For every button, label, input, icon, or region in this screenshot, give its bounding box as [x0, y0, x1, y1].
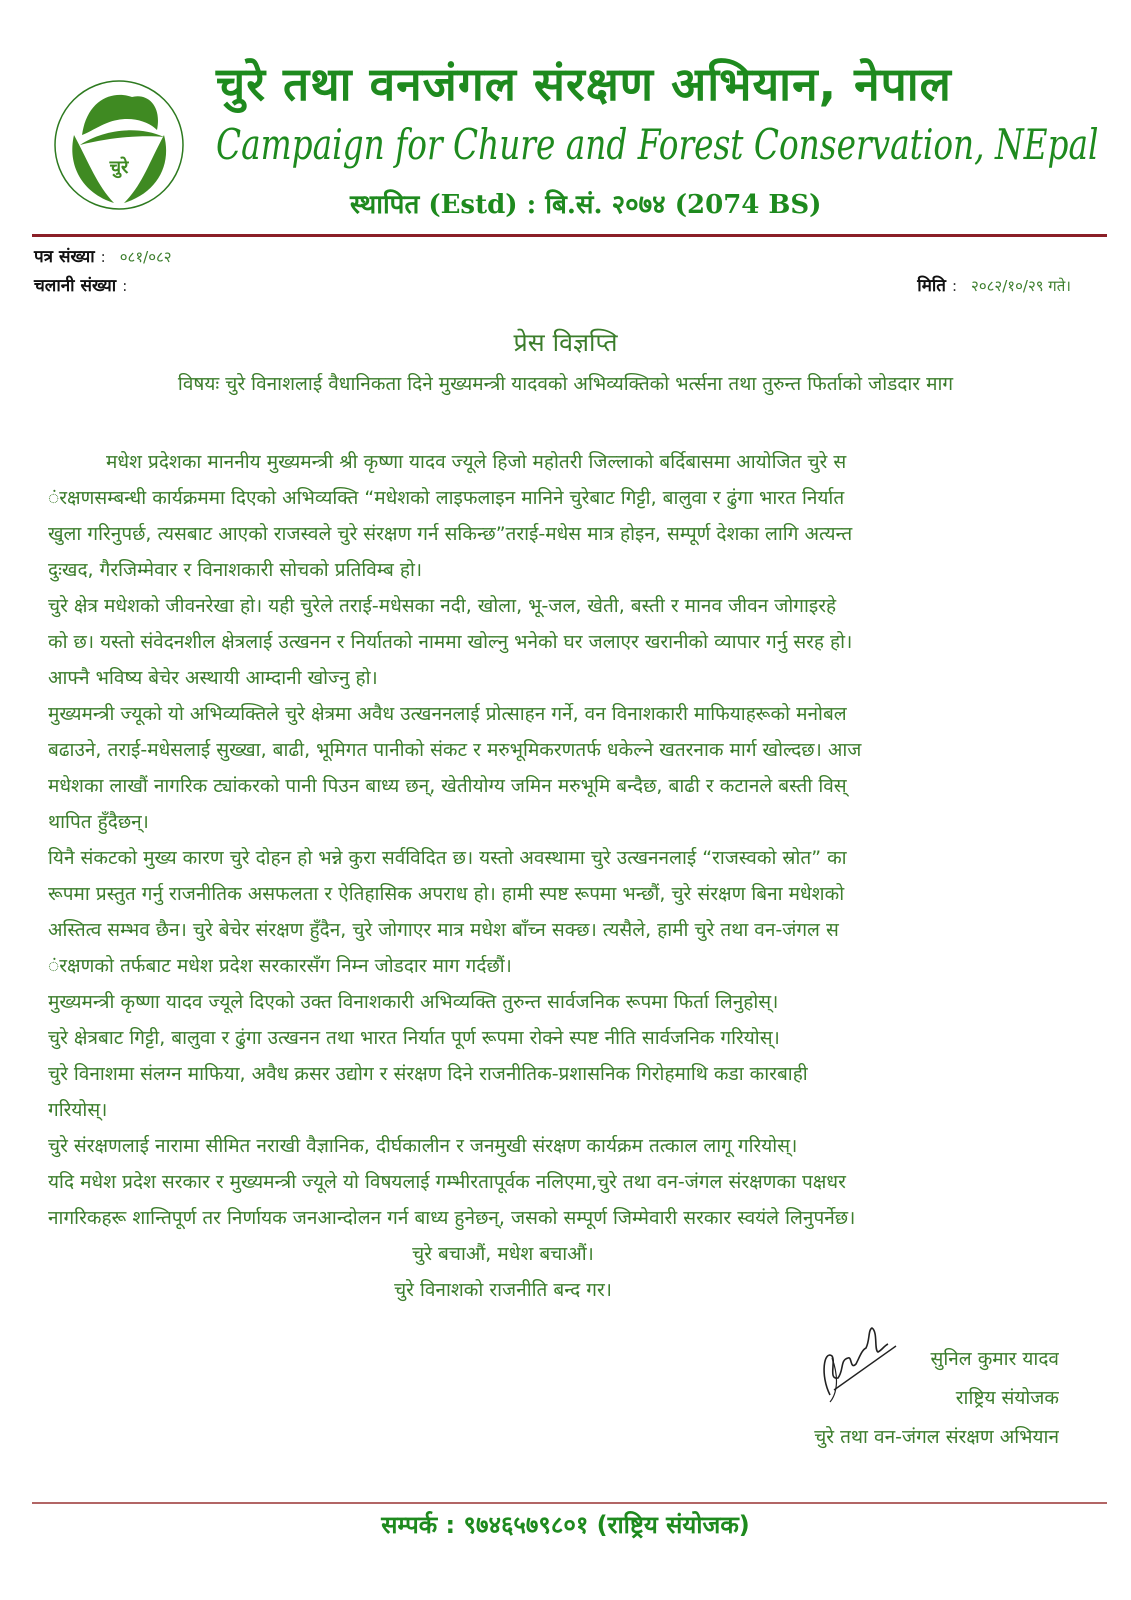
body-line: खुला गरिनुपर्छ, त्यसबाट आएको राजस्वले चुरे संरक्षण गर्न सकिन्छ”तराई-मधेस मात्र होइन, सम्पूर्ण देशका लागि अत्यन्त [48, 523, 853, 545]
body-line: रूपमा प्रस्तुत गर्नु राजनीतिक असफलता र ऐतिहासिक अपराध हो। हामी स्पष्ट रूपमा भन्छौं, चुरे संरक्षण बिना मधेशको [48, 883, 845, 905]
separator: : [122, 277, 128, 295]
body-line: यदि मधेश प्रदेश सरकार र मुख्यमन्त्री ज्यूले यो विषयलाई गम्भीरतापूर्वक नलिएमा,चुरे तथा वन-जंगल संरक्षणका पक्षधर [48, 1171, 846, 1193]
body-line: बढाउने, तराई-मधेसलाई सुख्खा, बाढी, भूमिगत पानीको संकट र मरुभूमिकरणतर्फ धकेल्ने खतरनाक मार्ग खोल्दछ। आज [48, 739, 862, 761]
date-value: २०८२/१०/२९ गते। [971, 277, 1071, 295]
body-line: आफ्नै भविष्य बेचेर अस्थायी आम्दानी खोज्नु हो। [48, 667, 378, 689]
signatory-title: राष्ट्रिय संयोजक [955, 1387, 1059, 1409]
date-label: मिति [917, 276, 946, 296]
body-line: मुख्यमन्त्री ज्यूको यो अभिव्यक्तिले चुरे क्षेत्रमा अवैध उत्खननलाई प्रोत्साहन गर्ने, वन विनाशकारी माफियाहरूको मनोबल [48, 703, 847, 725]
letter-number-value: ०८१/०८२ [119, 248, 172, 266]
contact-info: सम्पर्क : ९७४६५७९८०१ (राष्ट्रिय संयोजक) [381, 1511, 750, 1539]
demand-item: चुरे संरक्षणलाई नारामा सीमित नराखी वैज्ञानिक, दीर्घकालीन र जनमुखी संरक्षण कार्यक्रम तत्काल लागू गरियोस्। [48, 1135, 798, 1157]
dispatch-number [34, 273, 141, 296]
body-line: ंरक्षणसम्बन्धी कार्यक्रममा दिएको अभिव्यक्ति “मधेशको लाइफलाइन मानिने चुरेबाट गिट्टी, बालुवा र ढुंगा भारत निर्यात [48, 487, 845, 509]
body-line: अस्तित्व सम्भव छैन। चुरे बेचेर संरक्षण हुँदैन, चुरे जोगाएर मात्र मधेश बाँच्न सक्छ। त्यसैले, हामी चुरे तथा वन-जंगल स [48, 919, 839, 941]
organization-title-nepali: चुरे तथा वनजंगल संरक्षण अभियान, नेपाल [216, 57, 952, 111]
body-line: थापित हुँदैछन्। [48, 811, 149, 833]
document-subject: विषयः चुरे विनाशलाई वैधानिकता दिने मुख्यमन्त्री यादवको अभिव्यक्तिको भर्त्सना तथा तुरुन्त फिर्ताको जोडदार माग [177, 373, 954, 395]
body-line: को छ। यस्तो संवेदनशील क्षेत्रलाई उत्खनन र निर्यातको नाममा खोल्नु भनेको घर जलाएर खरानीको व्यापार गर्नु सरह हो। [48, 631, 853, 653]
organization-title-english: Campaign for Chure and Forest Conservation, NEpal [216, 120, 1099, 169]
press-release-body [48, 444, 1088, 1308]
signatory-organization: चुरे तथा वन-जंगल संरक्षण अभियान [814, 1426, 1059, 1448]
body-line: मधेशका लाखौं नागरिक ट्यांकरको पानी पिउन बाध्य छन्, खेतीयोग्य जमिन मरुभूमि बन्दैछ, बाढी र कटानले बस्ती विस् [48, 775, 847, 797]
body-line: मधेश प्रदेशका माननीय मुख्यमन्त्री श्री कृष्णा यादव ज्यूले हिजो महोतरी जिल्लाको बर्दिबासमा आयोजित चुरे स [106, 451, 847, 473]
separator: : [951, 277, 958, 295]
organization-logo [52, 75, 187, 215]
body-line: नागरिकहरू शान्तिपूर्ण तर निर्णायक जनआन्दोलन गर्न बाध्य हुनेछन्, जसको सम्पूर्ण जिम्मेवारी सरकार स्वयंले लिनुपर्नेछ। [48, 1207, 856, 1229]
body-line: यिनै संकटको मुख्य कारण चुरे दोहन हो भन्ने कुरा सर्वविदित छ। यस्तो अवस्थामा चुरे उत्खननलाई “राजस्वको स्रोत” का [48, 847, 847, 869]
date [917, 273, 1071, 296]
demand-item: मुख्यमन्त्री कृष्णा यादव ज्यूले दिएको उक्त विनाशकारी अभिव्यक्ति तुरुन्त सार्वजनिक रूपमा फिर्ता लिनुहोस्। [48, 991, 779, 1013]
letter-number [34, 244, 172, 267]
slogan: चुरे विनाशको राजनीति बन्द गर। [394, 1279, 612, 1301]
separator: : [100, 248, 106, 266]
slogan: चुरे बचाऔं, मधेश बचाऔं। [412, 1243, 594, 1265]
demand-item: चुरे विनाशमा संलग्न माफिया, अवैध क्रसर उद्योग र संरक्षण दिने राजनीतिक-प्रशासनिक गिरोहमाथि कडा कारबाही [48, 1063, 808, 1085]
body-line: ंरक्षणको तर्फबाट मधेश प्रदेश सरकारसँग निम्न जोडदार माग गर्दछौं। [48, 955, 512, 977]
logo-text: चुरे [109, 157, 129, 178]
header-divider [32, 234, 1107, 237]
dispatch-number-label: चलानी संख्या [34, 276, 117, 296]
established-year: स्थापित (Estd) : बि.सं. २०७४ (2074 BS) [350, 190, 822, 220]
body-line: चुरे क्षेत्र मधेशको जीवनरेखा हो। यही चुरेले तराई-मधेसका नदी, खोला, भू-जल, खेती, बस्ती र मानव जीवन जोगाइरहे [48, 595, 837, 617]
letter-number-label: पत्र संख्या [34, 247, 95, 267]
demand-item: चुरे क्षेत्रबाट गिट्टी, बालुवा र ढुंगा उत्खनन तथा भारत निर्यात पूर्ण रूपमा रोक्ने स्पष्ट नीति सार्वजनिक गरियोस्। [48, 1027, 780, 1049]
body-line: दुःखद, गैरजिम्मेवार र विनाशकारी सोचको प्रतिविम्ब हो। [48, 559, 423, 581]
demand-item: गरियोस्। [48, 1099, 108, 1121]
signatory-block [814, 1340, 1059, 1457]
signatory-name: सुनिल कुमार यादव [930, 1348, 1059, 1370]
footer-divider [32, 1502, 1107, 1504]
document-heading: प्रेस विज्ञप्ति [513, 328, 618, 357]
